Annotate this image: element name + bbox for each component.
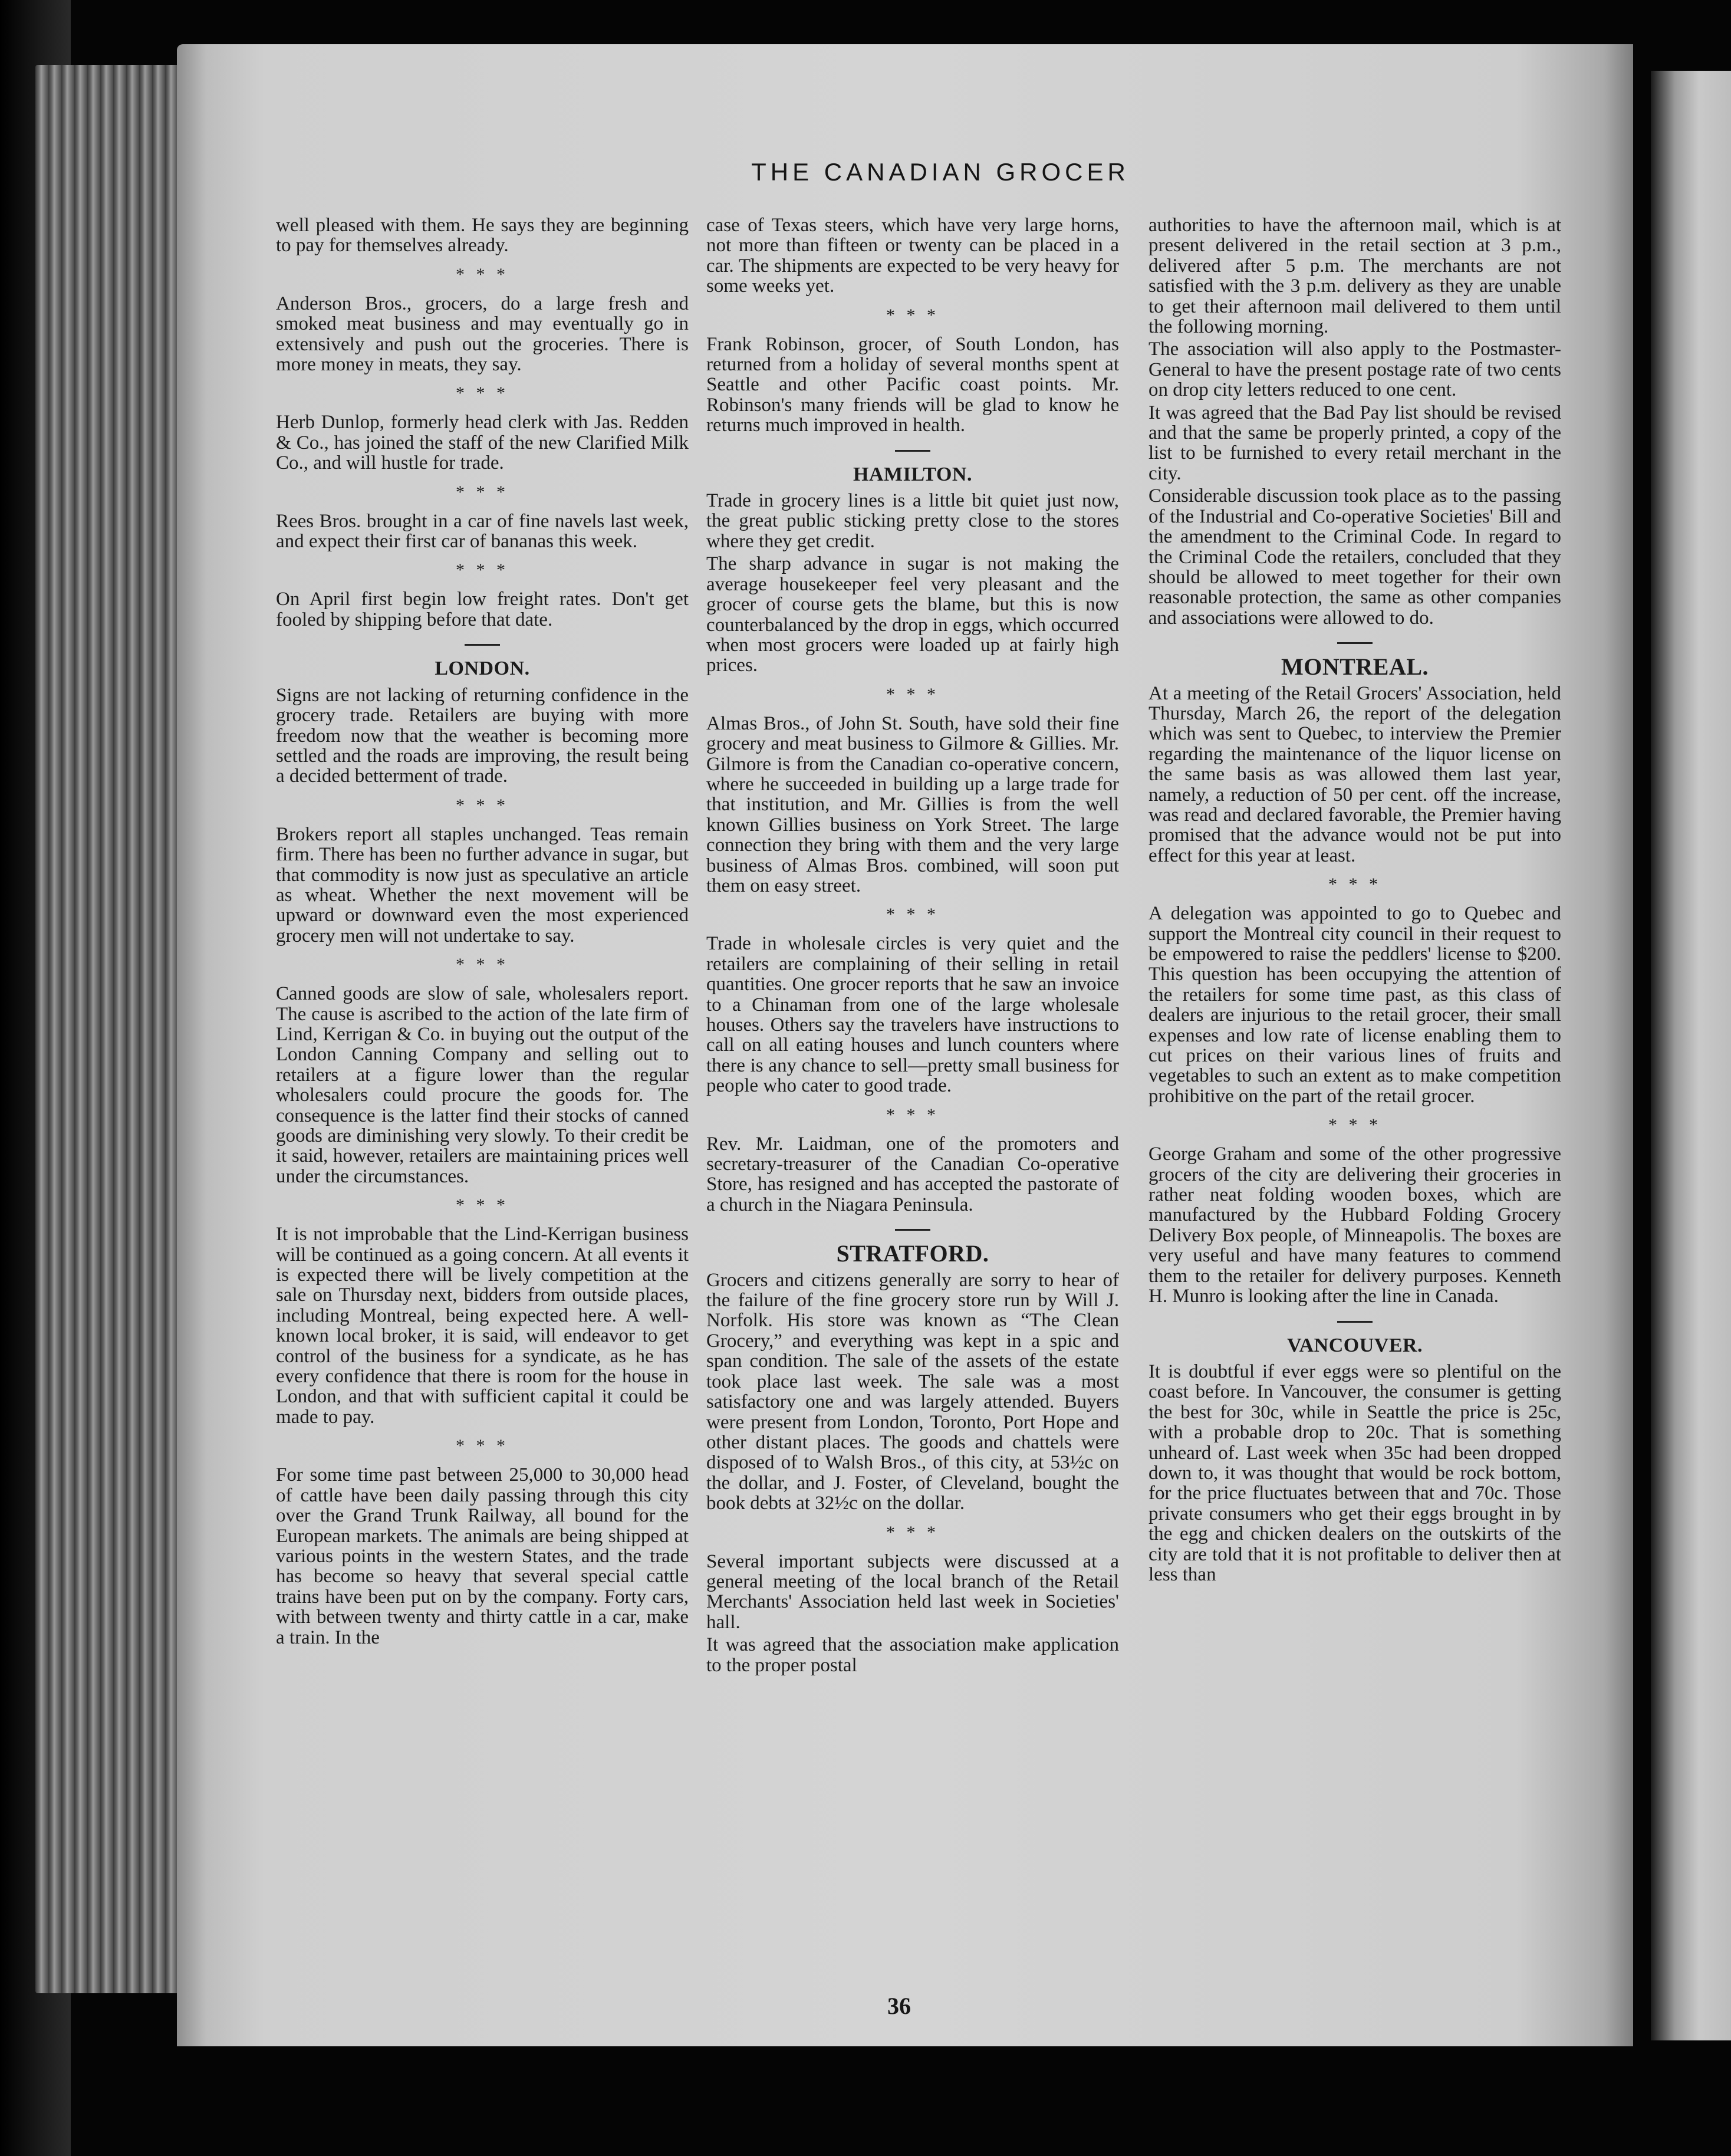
asterism-divider: * * * xyxy=(456,560,509,580)
section-heading: MONTREAL. xyxy=(1281,653,1429,681)
asterism-divider: * * * xyxy=(1328,875,1381,895)
column-left xyxy=(276,215,689,1648)
article-paragraph: Brokers report all staples unchanged. Teas remain firm. There has been no further advance in sugar, but that commodity is now just as speculative an article as wheat. Whether the next movement will be upward or downward even the most experienced grocery men will not undertake to say. xyxy=(276,823,689,946)
section-heading: HAMILTON. xyxy=(853,463,972,485)
article-paragraph: well pleased with them. He says they are beginning to pay for themselves already. xyxy=(276,215,689,257)
section-rule xyxy=(1337,642,1373,644)
page-header: THE CANADIAN GROCER xyxy=(751,158,1130,186)
asterism-divider: * * * xyxy=(886,305,939,325)
section-heading: STRATFORD. xyxy=(836,1240,989,1267)
article-paragraph: A delegation was appointed to go to Quebec and support the Montreal city council in their request to be empowered to raise the peddlers' license to $200. This question has been occupying the attention of the retailers for some time past, as this class of dealers are injurious to the retail grocer, their small expenses and low rate of license enabling them to cut prices on their various lines of fruits and vegetables to such an extent as to make competition prohibitive on the part of the retail grocer. xyxy=(1148,903,1561,1107)
article-paragraph: Considerable discussion took place as to the passing of the Industrial and Co-operative Societies' Bill and the amendment to the Criminal Code. In regard to the Criminal Code the retailers, concluded that they should be allowed to meet together for their own reasonable protection, the same as other companies and associations were allowed to do. xyxy=(1148,485,1561,629)
asterism-divider: * * * xyxy=(456,795,509,815)
asterism-divider: * * * xyxy=(456,383,509,403)
asterism-divider: * * * xyxy=(456,1195,509,1215)
article-paragraph: case of Texas steers, which have very large horns, not more than fifteen or twenty can be placed in a car. The shipments are expected to be very heavy for some weeks yet. xyxy=(706,215,1119,297)
article-paragraph: The sharp advance in sugar is not making the average housekeeper feel very pleasant and the grocer of course gets the blame, but this is now counterbalanced by the drop in eggs, which occurred when most grocers were loaded up at fairly high prices. xyxy=(706,553,1119,676)
article-paragraph: The association will also apply to the Postmaster-General to have the present postage rate of two cents on drop city letters reduced to one cent. xyxy=(1148,338,1561,401)
article-paragraph: Almas Bros., of John St. South, have sold their fine grocery and meat business to Gilmore & Gillies. Mr. Gilmore is from the Canadian co-operative concern, where he succeeded in building up a large trade for that institution, and Mr. Gillies is from the well known Gillies business on York Street. The large connection they bring with them and the very large business of Almas Bros. combined, will soon put them on easy street. xyxy=(706,712,1119,896)
section-rule xyxy=(465,644,500,646)
column-middle xyxy=(706,215,1119,1675)
asterism-divider: * * * xyxy=(1328,1115,1381,1135)
article-paragraph: Herb Dunlop, formerly head clerk with Jas. Redden & Co., has joined the staff of the new Clarified Milk Co., and will hustle for trade. xyxy=(276,412,689,474)
article-paragraph: Anderson Bros., grocers, do a large fresh and smoked meat business and may eventually go in extensively and push out the groceries. There is more money in meats, they say. xyxy=(276,292,689,376)
article-paragraph: Trade in wholesale circles is very quiet and the retailers are complaining of their selling in retail quantities. One grocer reports that he saw an invoice to a Chinaman from one of the large wholesale houses. Others say the travelers have instructions to call on all eating houses and lunch counters where there is any chance to sell—pretty small business for people who cater to good trade. xyxy=(706,933,1119,1097)
article-paragraph: For some time past between 25,000 to 30,000 head of cattle have been daily passing through this city over the Grand Trunk Railway, all bound for the European markets. The animals are being shipped at various points in the western States, and the trade has become so heavy that several special cattle trains have been put on by the company. Forty cars, with between twenty and thirty cattle in a car, make a train. In the xyxy=(276,1464,689,1648)
article-paragraph: It is doubtful if ever eggs were so plentiful on the coast before. In Vancouver, the consumer is getting the best for 30c, while in Seattle the price is 25c, with a probable drop to 20c. That is something unheard of. Last week when 35c had been dropped down to, it was thought that would be rock bottom, for the price fluctuates between that and 70c. Those private consumers who get their eggs brought in by the egg and chicken dealers on the outskirts of the city are told that it is not profitable to deliver then at less than xyxy=(1148,1360,1561,1585)
asterism-divider: * * * xyxy=(456,955,509,975)
article-paragraph: George Graham and some of the other progressive grocers of the city are delivering their groceries in rather neat folding wooden boxes, which are manufactured by the Hubbard Folding Grocery Delivery Box people, of Minneapolis. The boxes are very useful and have many features to commend them to the retailer for delivery purposes. Kenneth H. Munro is looking after the line in Canada. xyxy=(1148,1143,1561,1307)
column-right xyxy=(1148,215,1561,1585)
asterism-divider: * * * xyxy=(886,1105,939,1125)
asterism-divider: * * * xyxy=(456,264,509,284)
section-rule xyxy=(1337,1321,1373,1323)
section-heading: LONDON. xyxy=(435,658,530,680)
section-rule xyxy=(895,1229,930,1231)
page-stack-edge xyxy=(35,65,183,1993)
section-heading: VANCOUVER. xyxy=(1286,1334,1423,1356)
asterism-divider: * * * xyxy=(886,1522,939,1542)
article-paragraph: Signs are not lacking of returning confidence in the grocery trade. Retailers are buying with more freedom now that the weather is becoming more settled and the roads are improving, the result being a decided betterment of trade. xyxy=(276,684,689,787)
article-paragraph: Frank Robinson, grocer, of South London, has returned from a holiday of several months spent at Seattle and other Pacific coast points. Mr. Robinson's many friends will be glad to know he returns much improved in health. xyxy=(706,333,1119,436)
article-paragraph: Rees Bros. brought in a car of fine navels last week, and expect their first car of bananas this week. xyxy=(276,510,689,553)
article-paragraph: Trade in grocery lines is a little bit quiet just now, the great public sticking pretty close to the stores where they get credit. xyxy=(706,490,1119,552)
asterism-divider: * * * xyxy=(886,684,939,704)
article-paragraph: It is not improbable that the Lind-Kerrigan business will be continued as a going concern. At all events it is expected there will be lively competition at the sale on Thursday next, bidders from outside places, including Montreal, being expected here. A well-known local broker, it is said, will endeavor to get control of the business for a syndicate, as he has every confidence that there is room for the house in London, and that with sufficient capital it could be made to pay. xyxy=(276,1224,689,1428)
asterism-divider: * * * xyxy=(886,905,939,925)
section-rule xyxy=(895,450,930,452)
page-number: 36 xyxy=(887,1993,911,2019)
asterism-divider: * * * xyxy=(456,1436,509,1456)
article-paragraph: It was agreed that the Bad Pay list should be revised and that the same be properly printed, a copy of the list to be furnished to every retail merchant in the city. xyxy=(1148,402,1561,484)
article-paragraph: Several important subjects were discussed at a general meeting of the local branch of the Retail Merchants' Association held last week in Societies' hall. xyxy=(706,1550,1119,1633)
asterism-divider: * * * xyxy=(456,482,509,502)
article-paragraph: At a meeting of the Retail Grocers' Association, held Thursday, March 26, the report of the delegation which was sent to Quebec, to interview the Premier regarding the maintenance of the liquor license on the same basis as was allowed them last year, namely, a reduction of 50 per cent. off the increase, was read and declared favorable, the Premier having promised that the advance would not be put into effect for this year at least. xyxy=(1148,682,1561,866)
article-paragraph: authorities to have the afternoon mail, which is at present delivered in the retail section at 3 p.m., delivered after 5 p.m. The merchants are not satisfied with the 3 p.m. delivery as they are unable to get their afternoon mail delivered to them until the following morning. xyxy=(1148,215,1561,338)
article-paragraph: It was agreed that the association make application to the proper postal xyxy=(706,1634,1119,1676)
article-paragraph: Canned goods are slow of sale, wholesalers report. The cause is ascribed to the action of the late firm of Lind, Kerrigan & Co. in buying out the output of the London Canning Company and selling out to retailers at a figure lower than the regular wholesalers could procure the goods for. The consequence is the latter find their stocks of canned goods are diminishing very slowly. To their credit be it said, however, retailers are maintaining prices well under the circumstances. xyxy=(276,983,689,1187)
article-paragraph: Grocers and citizens generally are sorry to hear of the failure of the fine grocery store run by Will J. Norfolk. His store was known as “The Clean Grocery,” and everything was kept in a spic and span condition. The sale of the assets of the estate took place last week. The sale was a most satisfactory one and was largely attended. Buyers were present from London, Toronto, Port Hope and other distant places. The goods and chattels were disposed of to Walsh Bros., of this city, at 53½c on the dollar, and J. Foster, of Cleveland, bought the book debts at 32½c on the dollar. xyxy=(706,1269,1119,1514)
facing-page-edge xyxy=(1651,71,1731,2040)
article-paragraph: On April first begin low freight rates. Don't get fooled by shipping before that date. xyxy=(276,589,689,630)
article-paragraph: Rev. Mr. Laidman, one of the promoters and secretary-treasurer of the Canadian Co-operative Store, has resigned and has accepted the pastorate of a church in the Niagara Peninsula. xyxy=(706,1133,1119,1215)
